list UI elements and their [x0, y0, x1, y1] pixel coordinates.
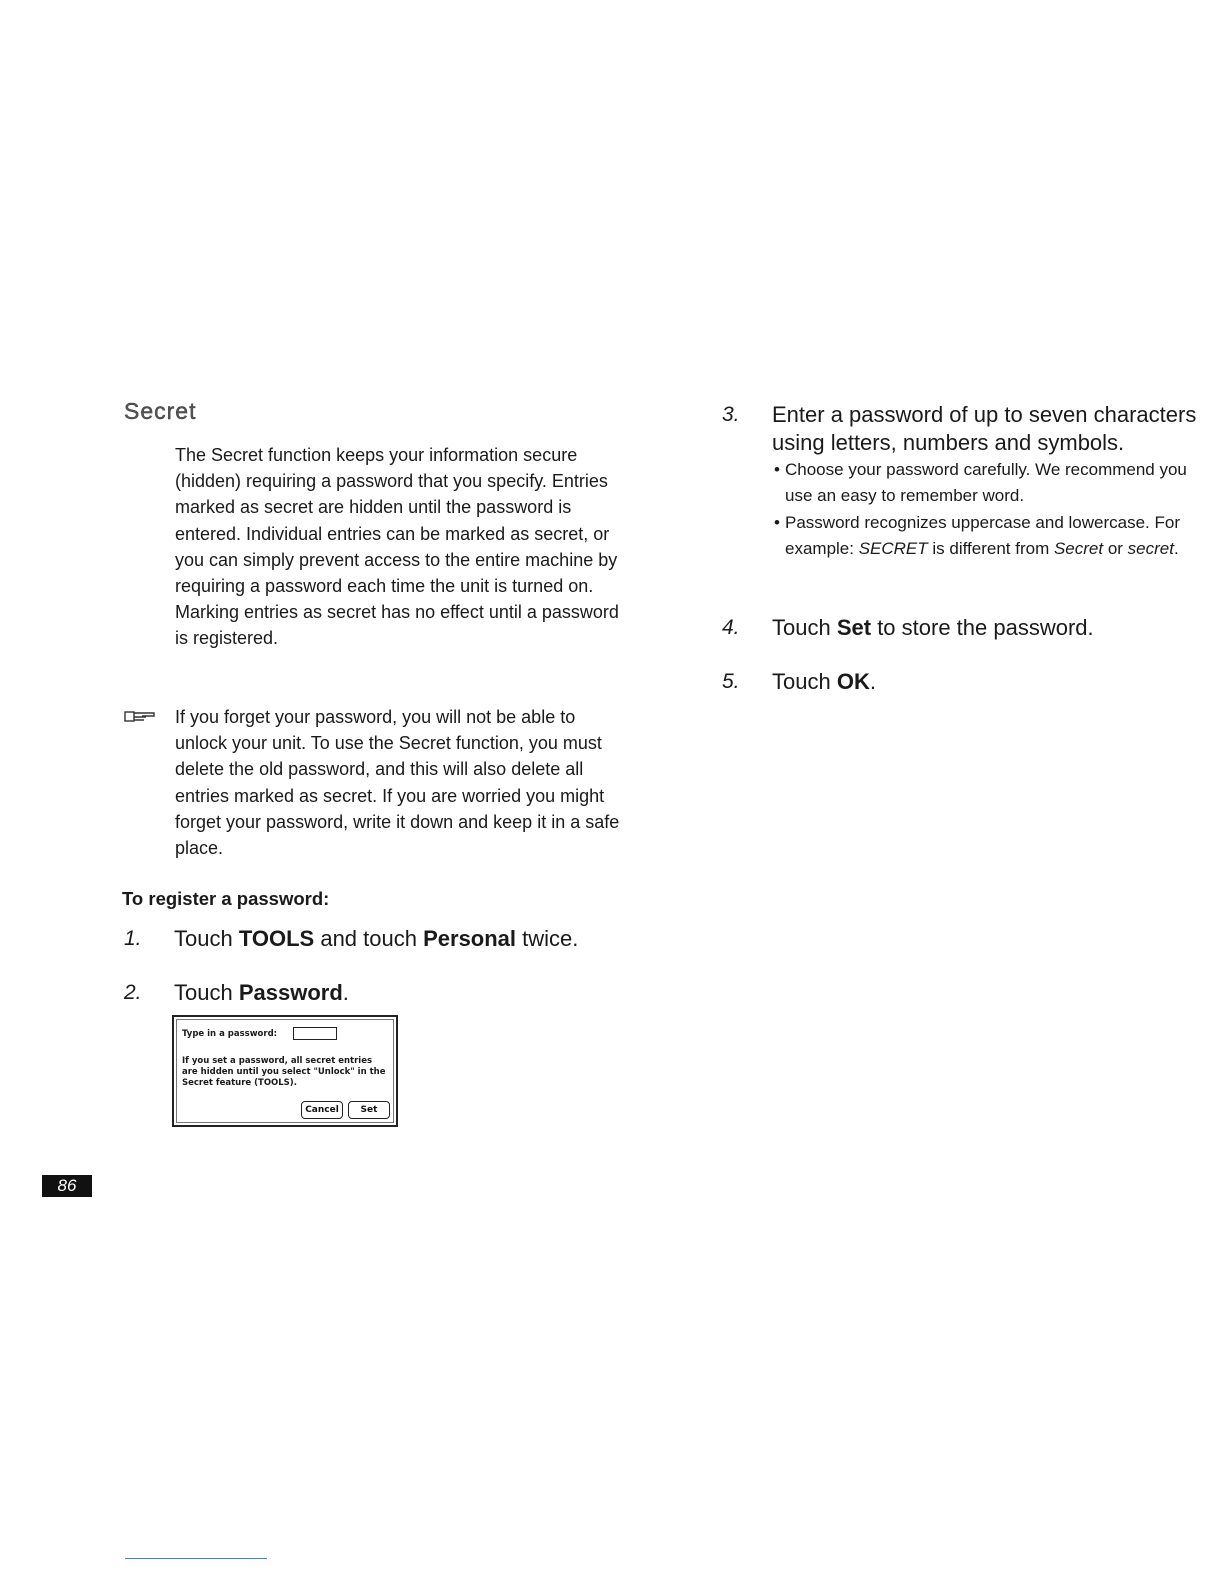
pointing-hand-icon [124, 709, 156, 723]
step-text: Touch Set to store the password. [772, 615, 1094, 640]
step-text: Enter a password of up to seven characters using letters, numbers and symbols. [772, 402, 1197, 455]
subheading: To register a password: [122, 888, 330, 909]
step-number: 2. [124, 981, 142, 1004]
step-number: 4. [722, 616, 740, 639]
step-text: Touch TOOLS and touch Personal twice. [174, 926, 579, 951]
password-input[interactable] [293, 1027, 337, 1040]
intro-paragraph: The Secret function keeps your information secure (hidden) requiring a password that you specify. Entries marked as secret are hidden until the password is entered. Individual entries can be marked as secret, or you can simply prevent access to the entire machine by requiring a password each time the unit is turned on. Marking entries as secret has no effect until a password is registered. [175, 445, 619, 649]
step-text: Touch OK. [772, 669, 876, 694]
section-title: Secret [124, 398, 197, 424]
dialog-prompt: Type in a password: [182, 1029, 278, 1039]
step-number: 3. [722, 403, 740, 426]
step-number: 5. [722, 670, 740, 693]
cancel-button[interactable]: Cancel [301, 1101, 343, 1119]
page-number: 86 [42, 1175, 92, 1197]
step-3-bullets [774, 457, 1214, 562]
dialog-message: If you set a password, all secret entries are hidden until you select "Unlock" in the Secret feature (TOOLS). [182, 1056, 386, 1088]
step-text: Touch Password. [174, 980, 349, 1005]
bullet-item: • Choose your password carefully. We recommend you use an easy to remember word. [774, 457, 1214, 510]
set-button[interactable]: Set [348, 1101, 390, 1119]
footer-rule [125, 1558, 267, 1559]
password-dialog [172, 1015, 398, 1127]
note-text: If you forget your password, you will not be able to unlock your unit. To use the Secret function, you must delete the old password, and this will also delete all entries marked as secret. If you are worried you might forget your password, write it down and keep it in a safe place. [175, 707, 620, 859]
step-number: 1. [124, 927, 142, 950]
bullet-item: • Password recognizes uppercase and lowercase. For example: SECRET is different from Secret or secret. [774, 510, 1214, 563]
